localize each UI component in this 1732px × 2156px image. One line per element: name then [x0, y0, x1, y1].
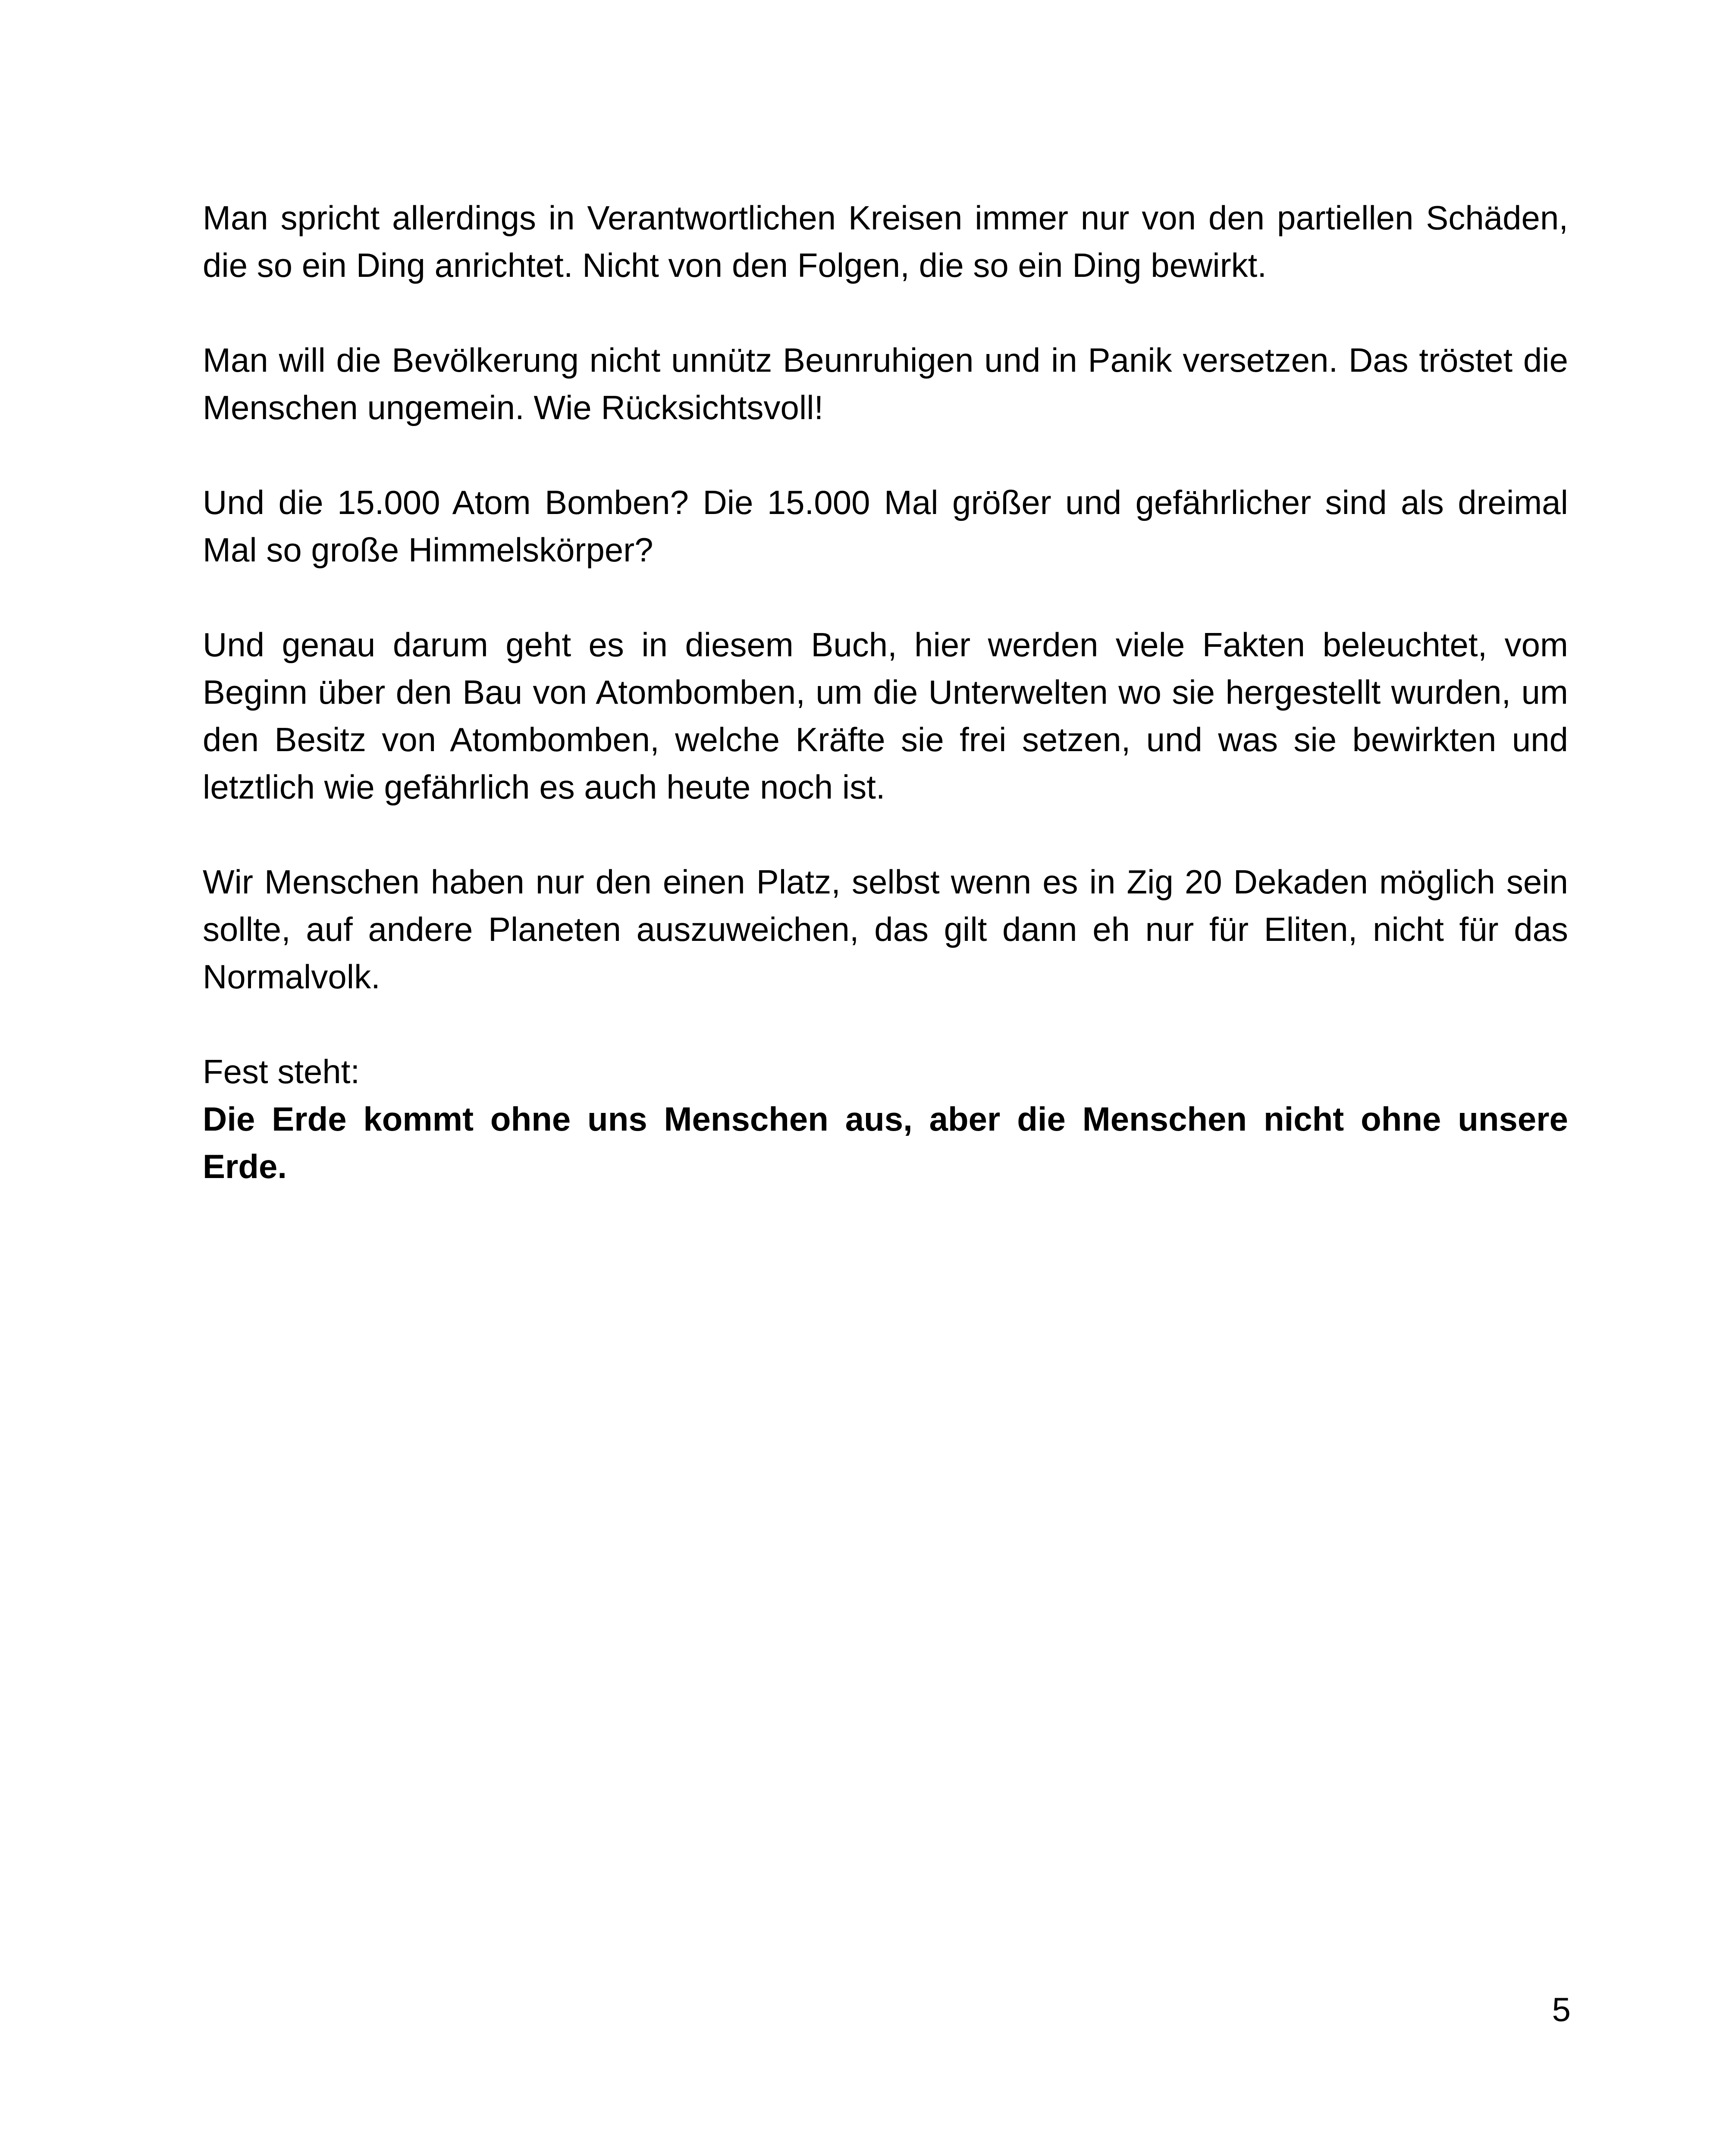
paragraph-3: Und die 15.000 Atom Bomben? Die 15.000 Mal größer und gefährlicher sind als dreimal Mal so große Himmelskörper? [203, 483, 1568, 569]
conclusion-statement: Die Erde kommt ohne uns Menschen aus, aber die Menschen nicht ohne unsere Erde. [203, 1100, 1568, 1185]
conclusion-lead: Fest steht: [203, 1053, 360, 1091]
conclusion-block [203, 1048, 1568, 1190]
body-text [203, 194, 1568, 1190]
paragraph-1: Man spricht allerdings in Verantwortlichen Kreisen immer nur von den partiellen Schäden, die so ein Ding anrichtet. Nicht von den Folgen, die so ein Ding bewirkt. [203, 199, 1568, 284]
page-number: 5 [1552, 1990, 1571, 2028]
paragraph-4: Und genau darum geht es in diesem Buch, hier werden viele Fakten beleuchtet, vom Beginn über den Bau von Atombomben, um die Unterwelten wo sie hergestellt wurden, um den Besitz von Atombomben, welche Kräfte sie frei setzen, und was sie bewirkten und letztlich wie gefährlich es auch heute noch ist. [203, 626, 1568, 806]
paragraph-5: Wir Menschen haben nur den einen Platz, selbst wenn es in Zig 20 Dekaden möglich sein sollte, auf andere Planeten auszuweichen, das gilt dann eh nur für Eliten, nicht für das Normalvolk. [203, 863, 1568, 996]
paragraph-2: Man will die Bevölkerung nicht unnütz Beunruhigen und in Panik versetzen. Das tröstet die Menschen ungemein. Wie Rücksichtsvoll! [203, 341, 1568, 426]
